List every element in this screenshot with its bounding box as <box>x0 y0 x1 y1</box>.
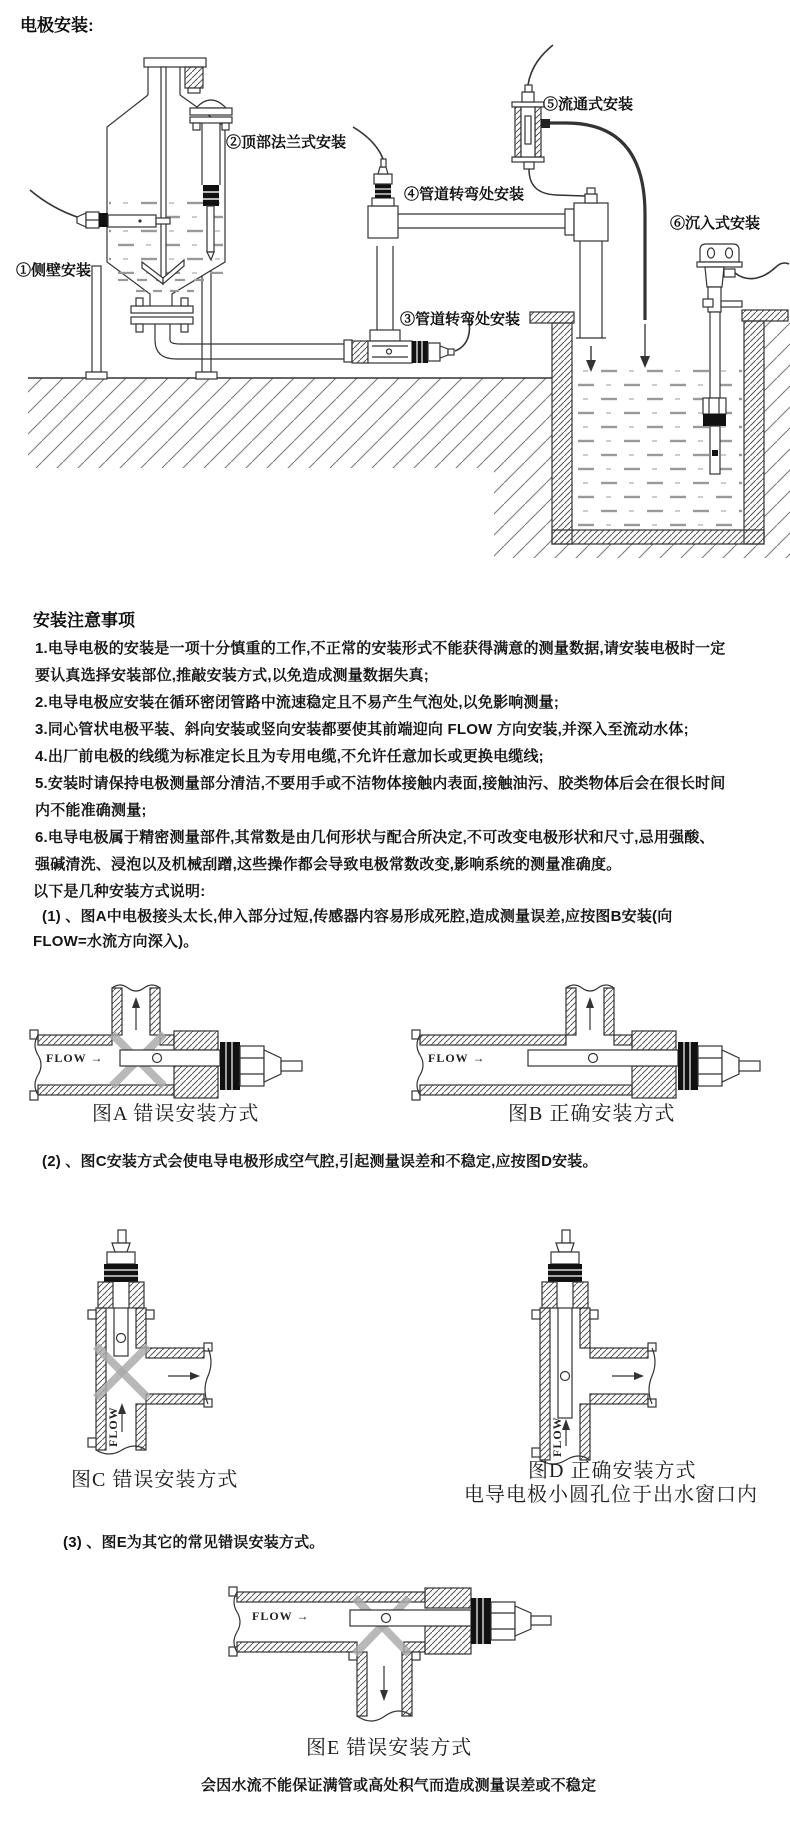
label-flow-through-install: ⑤流通式安装 <box>543 96 634 113</box>
figure-a-drawing <box>30 985 302 1100</box>
label-pipe-bend-install-3: ③管道转弯处安装 <box>400 311 521 328</box>
note-line: 6.电导电极属于精密测量部件,其常数是由几何形状与配合所决定,不可改变电极形状和尺寸,忌用强酸、 <box>35 829 715 846</box>
agitator-shaft <box>161 67 166 278</box>
figure-d-caption-2: 电导电极小圆孔位于出水窗口内 <box>464 1484 758 1506</box>
notes-heading: 安装注意事项 <box>33 611 135 630</box>
flow-label-e: FLOW → <box>252 1609 310 1623</box>
note-line: 3.同心管状电极平装、斜向安装或竖向安装都要使其前端迎向 FLOW 方向安装,并深入至流动水体; <box>35 721 689 738</box>
note-line: 内不能准确测量; <box>35 802 147 819</box>
section-3: (3) 、图E为其它的常见错误安装方式。 <box>63 1534 325 1551</box>
flow-label-c: FLOW <box>106 1406 120 1447</box>
note-line: 2.电导电极应安装在循环密闭管路中流速稳定且不易产生气泡处,以免影响测量; <box>35 694 560 711</box>
figure-b-caption: 图B 正确安装方式 <box>508 1103 676 1125</box>
flow-label-b: FLOW → <box>428 1051 486 1065</box>
figure-a-caption: 图A 错误安装方式 <box>92 1103 260 1125</box>
figure-c-caption: 图C 错误安装方式 <box>71 1469 239 1491</box>
figure-e-footnote: 会因水流不能保证满管或高处积气而造成测量误差或不稳定 <box>201 1777 597 1794</box>
figure-d-caption-1: 图D 正确安装方式 <box>528 1460 697 1482</box>
tank-outlet-pipe <box>131 298 352 362</box>
page-title: 电极安装: <box>20 16 94 35</box>
note-line: 强碱清洗、浸泡以及机械刮蹭,这些操作都会导致电极常数改变,影响系统的测量准确度。 <box>35 856 622 873</box>
figure-e-caption: 图E 错误安装方式 <box>306 1737 473 1759</box>
flow-label-d: FLOW <box>550 1416 564 1457</box>
label-side-wall-install: ①侧壁安装 <box>16 262 92 279</box>
label-pipe-bend-install-4: ④管道转弯处安装 <box>404 186 525 203</box>
signal-cable <box>528 45 553 85</box>
section-1-line-2: FLOW=水流方向深入)。 <box>33 933 199 950</box>
section-1-line-1: (1) 、图A中电极接头太长,伸入部分过短,传感器内容易形成死腔,造成测量误差,应按图B安装(向 <box>42 908 673 925</box>
note-line: 5.安装时请保持电极测量部分清洁,不要用手或不洁物体接触内表面,接触油污、胶类物体后会在很长时间 <box>35 775 726 792</box>
section-2: (2) 、图C安装方式会使电导电极形成空气腔,引起测量误差和不稳定,应按图D安装。 <box>42 1153 598 1170</box>
top-installation-diagram <box>28 45 790 558</box>
electrode-pipe-bend-3 <box>352 246 469 363</box>
figure-e-drawing <box>229 1587 551 1721</box>
label-submerged-install: ⑥沉入式安装 <box>670 215 761 232</box>
label-top-flange-install: ②顶部法兰式安装 <box>226 134 347 151</box>
note-line: 要认真选择安装部位,推敲安装方式,以免造成测量数据失真; <box>35 667 429 684</box>
agitator-motor <box>185 67 203 88</box>
note-line: 4.出厂前电极的线缆为标准定长且为专用电缆,不允许任意加长或更换电缆线; <box>35 748 544 765</box>
note-line: 1.电导电极的安装是一项十分慎重的工作,不正常的安装形式不能获得满意的测量数据,请安装电极时一定 <box>35 640 726 657</box>
figure-b-drawing <box>412 985 760 1100</box>
note-line: 以下是几种安装方式说明: <box>33 883 206 900</box>
flow-label-a: FLOW → <box>46 1051 104 1065</box>
inlet-tube <box>529 169 585 196</box>
